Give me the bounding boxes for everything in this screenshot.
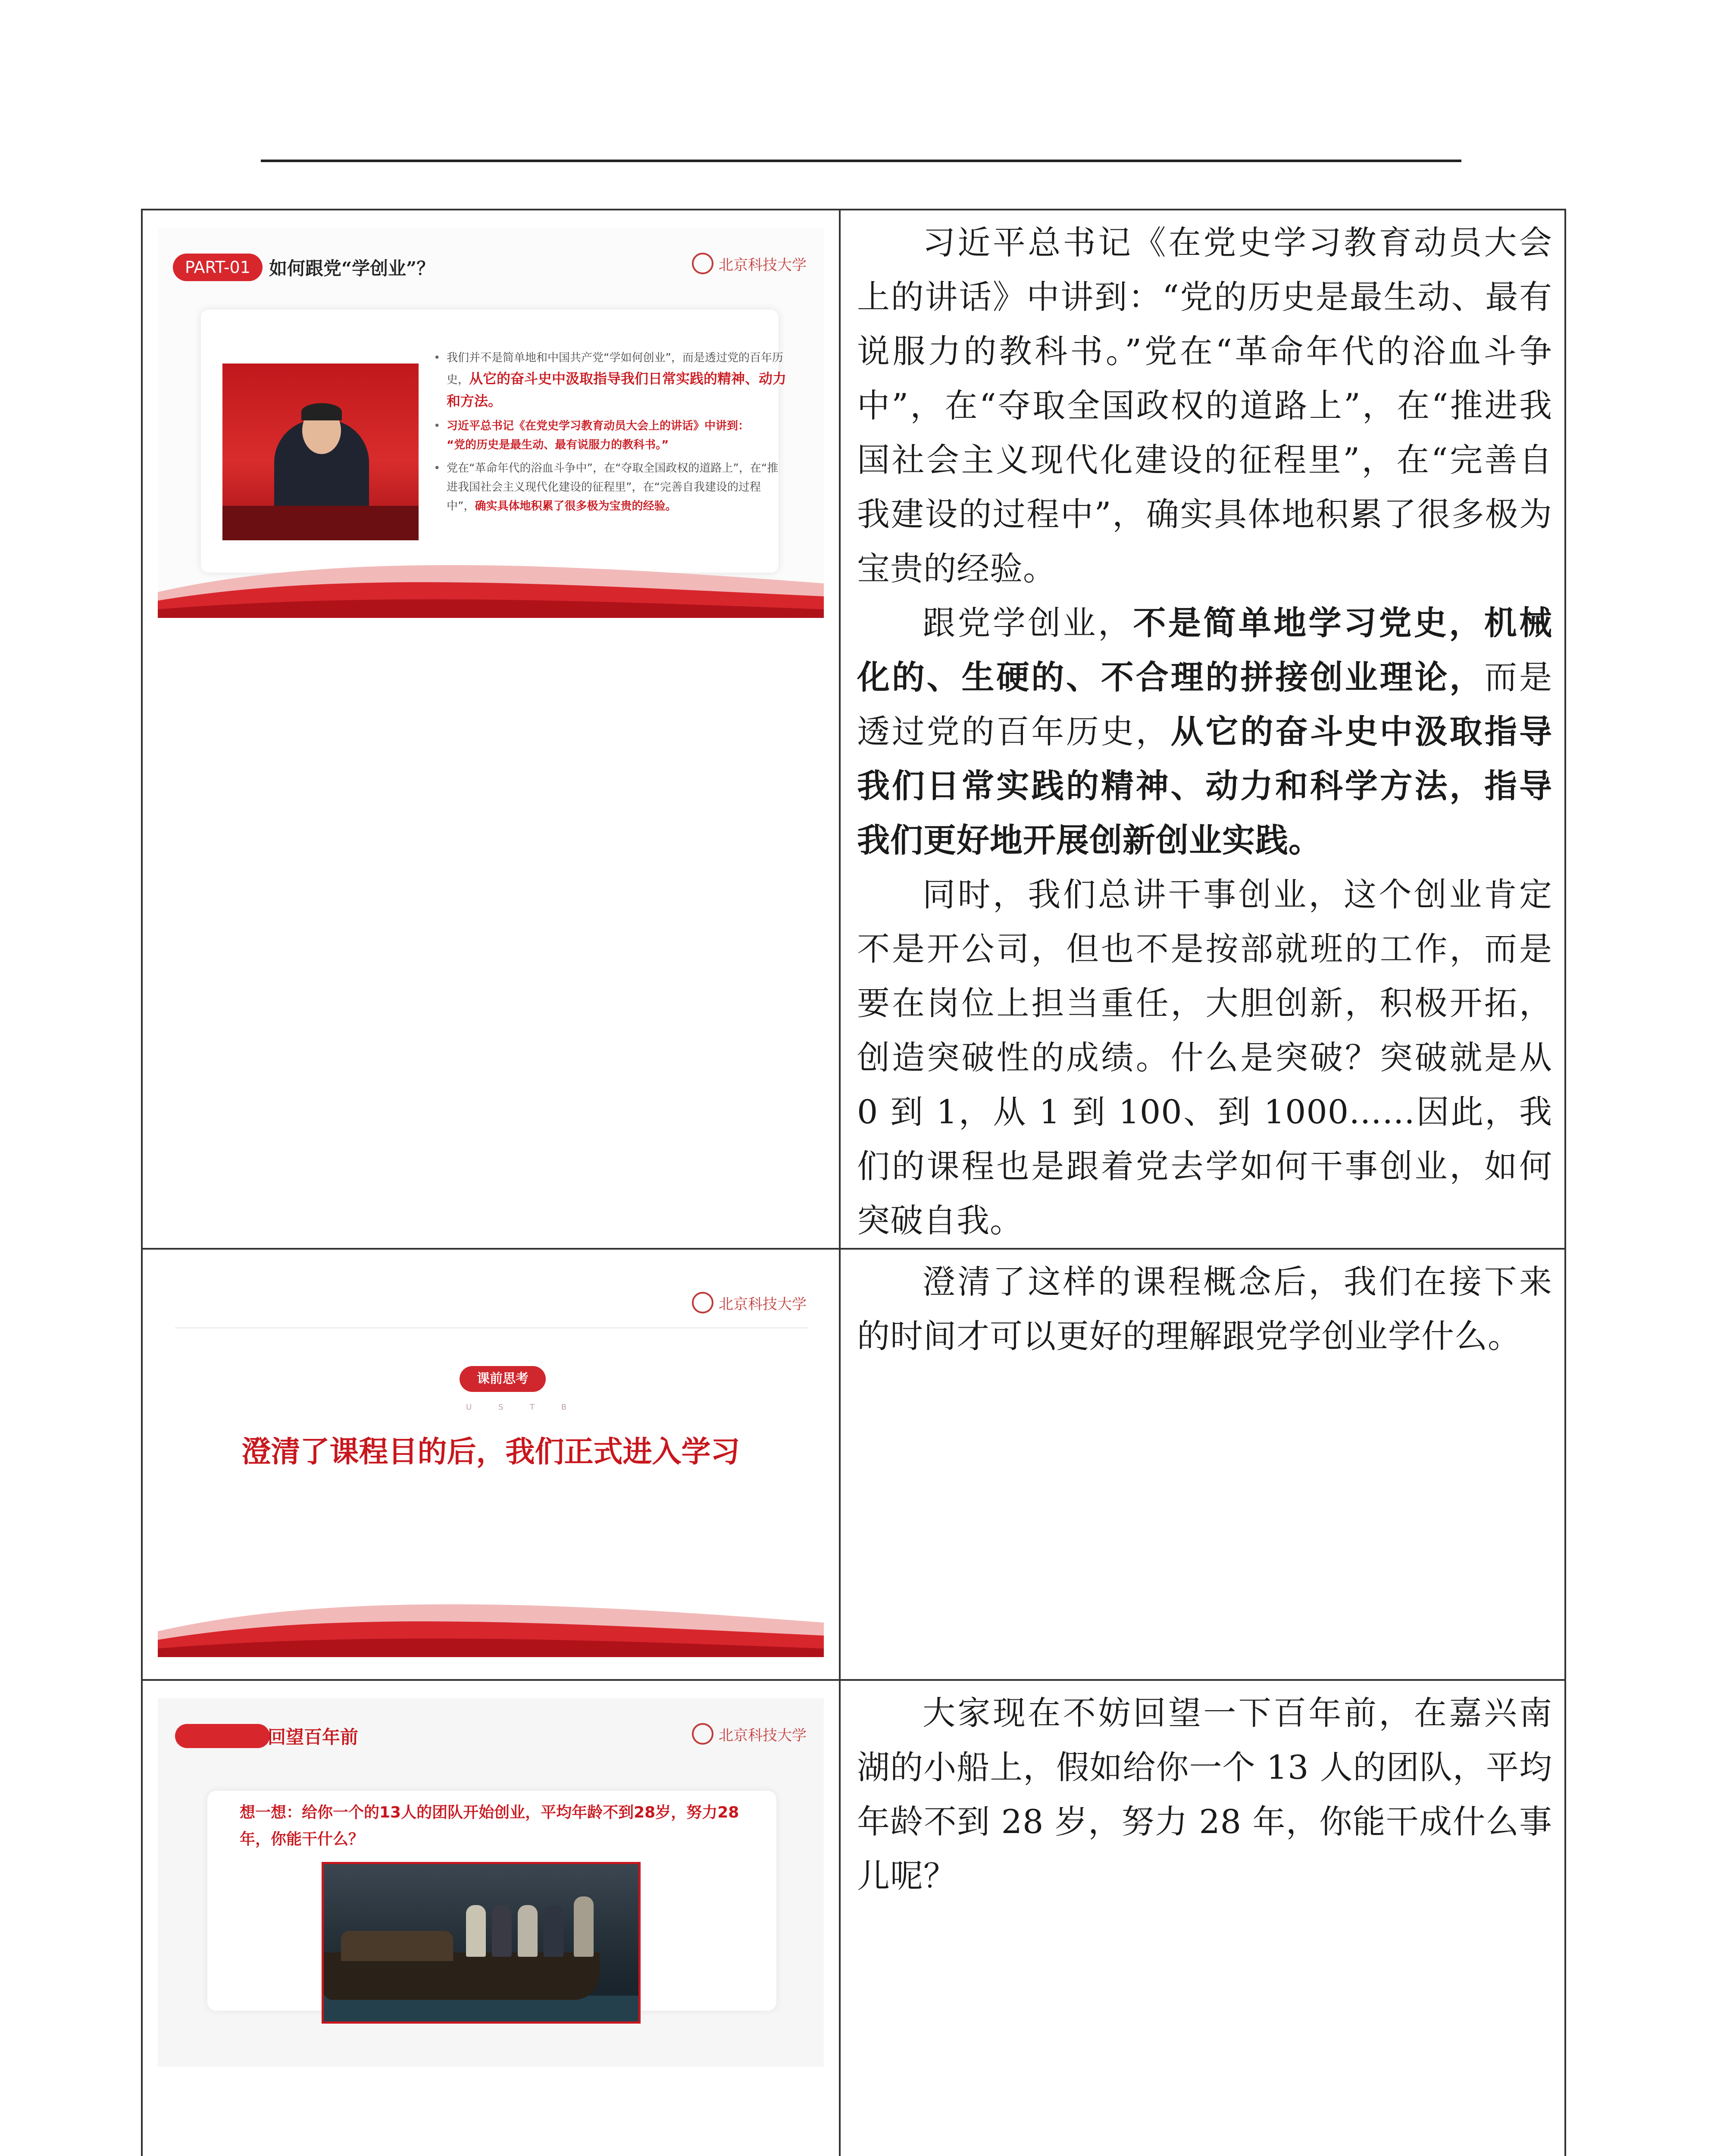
text-cell [840,1249,1565,1680]
text-run: 跟党学创业， [923,604,1133,642]
university-logo [692,1723,807,1745]
red-wave-decoration [158,1584,824,1657]
paragraph: 习近平总书记《在党史学习教育动员大会上的讲话》中讲到：“党的历史是最生动、最有说服力的教科书。”党在“革命年代的浴血斗争中”，在“夺取全国政权的道路上”，在“推进我国社会主义现代化建设的征程里”，在“完善自我建设的过程中”，确实具体地积累了很多极为宝贵的经验。 [857,223,1552,588]
text-cell [840,1680,1565,2156]
figure [544,1905,563,1957]
podium [222,506,419,540]
paragraph [857,596,1552,868]
bullet-text: 我们并不是简单地和中国共产党“学如何创业”，而是透过党的百年历史， [447,351,783,386]
table-row [142,1249,1565,1680]
slide-title: 如何跟党“学创业”？ [269,258,435,279]
table-row [142,1680,1565,2156]
speaker-photo [222,364,419,540]
paragraph: 同时，我们总讲干事创业，这个创业肯定不是开公司，但也不是按部就班的工作，而是要在岗位上担当重任，大胆创新，积极开拓，创造突破性的成绩。什么是突破？突破就是从 0 到 1，从 1 到 100、到 1000……因此，我们的课程也是跟着党去学如何干事创业，如何突破自我。 [857,875,1552,1240]
slide-image-looking-back [158,1698,824,2067]
slide-bullets [434,348,787,520]
bullet-2 [434,417,787,454]
figure [492,1905,512,1957]
figure [466,1905,486,1957]
slide-title: 回望百年前 [268,1727,359,1748]
slide-image-pre-class [158,1267,824,1657]
bullet-text: 习近平总书记《在党史学习教育动员大会上的讲话》中讲到： [447,420,750,432]
bullet-emphasis: 从它的奋斗史中汲取指导我们日常实践的精神、动力和方法。 [447,370,787,409]
slide-cell [142,1680,840,2156]
bullet-text: 党在“革命年代的浴血斗争中”，在“夺取全国政权的道路上”，在“推进我国社会主义现代化建设的征程里”，在“完善自我建设的过程中”， [447,462,779,513]
logo-text: 北京科技大学 [719,256,807,274]
title-pill [175,1724,270,1748]
speaker-hair [301,403,342,420]
bullet-1 [434,348,787,412]
content-table [141,209,1566,2156]
university-logo [692,253,807,274]
seal-icon [692,1723,713,1745]
boat-canopy [341,1931,453,1961]
red-boat-painting [322,1862,641,2024]
bullet-3 [434,459,787,516]
logo-text: 北京科技大学 [719,1295,807,1313]
paragraph: 澄清了这样的课程概念后，我们在接下来的时间才可以更好的理解跟党学创业学什么。 [857,1263,1552,1355]
bold-run: 从它的奋斗史中汲取指导我们日常实践的精神、动力和科学方法，指导我们更好地开展创新创业实践。 [857,712,1553,859]
bullet-quote: “党的历史是最生动、最有说服力的教科书。” [447,439,669,451]
slide-image-part01 [158,228,824,618]
divider [175,1327,809,1329]
pill-subtext: U S T B [466,1403,579,1412]
paragraph: 大家现在不妨回望一下百年前，在嘉兴南湖的小船上，假如给你一个 13 人的团队，平均年龄不到 28 岁，努力 28 年，你能干成什么事儿呢？ [857,1694,1552,1895]
seal-icon [692,1292,713,1313]
slide-question: 想一想：给你一个的13人的团队开始创业，平均年龄不到28岁，努力28年，你能干什么？ [240,1804,739,1848]
university-logo [692,1292,807,1313]
text-cell [840,210,1565,1249]
bold-run: 不是简单地学习党史，机械化的、生硬的、不合理的拼接创业理论， [857,604,1553,696]
slide-headline: 澄清了课程目的后，我们正式进入学习 [241,1435,740,1469]
part-tag: PART-01 [173,254,263,281]
seal-icon [692,253,713,274]
header-rule [261,160,1461,162]
text-run: 而是透过党的百年历史， [857,658,1553,751]
bullet-emphasis: 确实具体地积累了很多极为宝贵的经验。 [475,500,677,513]
pre-class-pill: 课前思考 [460,1366,546,1392]
figure [518,1905,538,1957]
red-wave-decoration [158,545,824,618]
logo-text: 北京科技大学 [719,1727,807,1744]
slide-cell [142,210,840,1249]
slide-cell [142,1249,840,1680]
table-row [142,210,1565,1249]
figure [574,1896,594,1957]
